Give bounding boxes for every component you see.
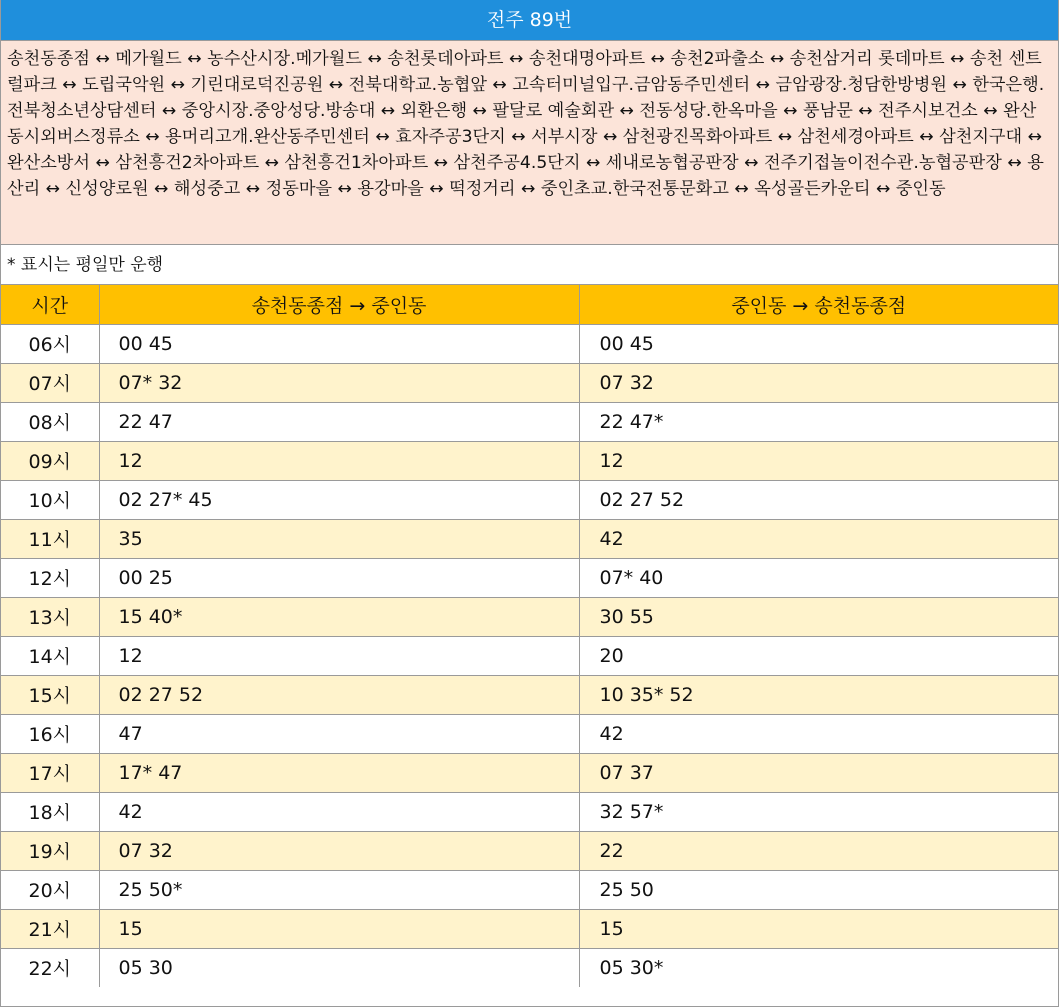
table-row (1, 324, 1058, 363)
departures-b-cell: 32 57* (579, 792, 1058, 831)
table-row (1, 597, 1058, 636)
departures-a-cell: 02 27* 45 (99, 480, 579, 519)
page-title: 전주 89번 (1, 0, 1058, 41)
table-row (1, 909, 1058, 948)
hour-cell: 10시 (1, 480, 99, 519)
departures-b-cell: 22 (579, 831, 1058, 870)
departures-a-cell: 35 (99, 519, 579, 558)
departures-a-cell: 05 30 (99, 948, 579, 987)
header-direction-a: 송천동종점 → 중인동 (99, 285, 579, 324)
departures-a-cell: 15 (99, 909, 579, 948)
hour-cell: 14시 (1, 636, 99, 675)
departures-b-cell: 30 55 (579, 597, 1058, 636)
table-row (1, 948, 1058, 987)
hour-cell: 11시 (1, 519, 99, 558)
timetable (1, 285, 1058, 987)
table-row (1, 831, 1058, 870)
departures-a-cell: 07* 32 (99, 363, 579, 402)
departures-a-cell: 12 (99, 441, 579, 480)
hour-cell: 19시 (1, 831, 99, 870)
hour-cell: 18시 (1, 792, 99, 831)
departures-a-cell: 00 45 (99, 324, 579, 363)
header-direction-b: 중인동 → 송천동종점 (579, 285, 1058, 324)
hour-cell: 07시 (1, 363, 99, 402)
departures-a-cell: 15 40* (99, 597, 579, 636)
hour-cell: 12시 (1, 558, 99, 597)
hour-cell: 17시 (1, 753, 99, 792)
departures-b-cell: 05 30* (599, 956, 664, 979)
departures-b-cell: 07 37 (579, 753, 1058, 792)
table-row (1, 558, 1058, 597)
departures-b-cell: 42 (579, 519, 1058, 558)
table-row (1, 480, 1058, 519)
departures-a-cell: 00 25 (99, 558, 579, 597)
departures-a-cell: 22 47 (99, 402, 579, 441)
table-row (1, 675, 1058, 714)
header-row (1, 285, 1058, 324)
hour-cell: 21시 (1, 909, 99, 948)
departures-b-cell: 02 27 52 (579, 480, 1058, 519)
hour-cell: 09시 (1, 441, 99, 480)
header-time: 시간 (1, 285, 99, 324)
hour-cell: 16시 (1, 714, 99, 753)
table-row (1, 636, 1058, 675)
departures-b-cell: 07 32 (579, 363, 1058, 402)
hour-cell: 06시 (1, 324, 99, 363)
departures-b-cell: 12 (579, 441, 1058, 480)
departures-a-cell: 47 (99, 714, 579, 753)
departures-b-cell: 15 (579, 909, 1058, 948)
table-row (1, 753, 1058, 792)
weekday-note: * 표시는 평일만 운행 (1, 245, 1058, 285)
departures-a-cell: 07 32 (99, 831, 579, 870)
table-row (1, 363, 1058, 402)
departures-a-cell: 02 27 52 (99, 675, 579, 714)
hour-cell: 15시 (1, 675, 99, 714)
departures-b-cell: 00 45 (579, 324, 1058, 363)
route-stops: 송천동종점 ↔ 메가월드 ↔ 농수산시장.메가월드 ↔ 송천롯데아파트 ↔ 송천대명아파트 ↔ 송천2파출소 ↔ 송천삼거리 롯데마트 ↔ 송천 센트럴파크 ↔ 도립국악원 ↔ 기린대로덕진공원 ↔ 전북대학교.농협앞 ↔ 고속터미널입구.금암동주민센터 ↔ 금암광장.청담한방병원 ↔ 한국은행.전북청소년상담센터 ↔ 중앙시장.중앙성당.방송대 ↔ 외환은행 ↔ 팔달로 예술회관 ↔ 전동성당.한옥마을 ↔ 풍남문 ↔ 전주시보건소 ↔ 완산동시외버스정류소 ↔ 용머리고개.완산동주민센터 ↔ 효자주공3단지 ↔ 서부시장 ↔ 삼천광진목화아파트 ↔ 삼천세경아파트 ↔ 삼천지구대 ↔ 완산소방서 ↔ 삼천흥건2차아파트 ↔ 삼천흥건1차아파트 ↔ 삼천주공4.5단지 ↔ 세내로농협공판장 ↔ 전주기접놀이전수관.농협공판장 ↔ 용산리 ↔ 신성양로원 ↔ 해성중고 ↔ 정동마을 ↔ 용강마을 ↔ 떡정거리 ↔ 중인초교.한국전통문화고 ↔ 옥성골든카운티 ↔ 중인동 (1, 41, 1058, 245)
table-row (1, 714, 1058, 753)
departures-a-cell: 17* 47 (99, 753, 579, 792)
table-row (1, 519, 1058, 558)
table-row (1, 441, 1058, 480)
hour-cell: 13시 (1, 597, 99, 636)
departures-b-cell: 25 50 (579, 870, 1058, 909)
departures-b-cell: 22 47* (579, 402, 1058, 441)
hour-cell: 22시 (1, 948, 99, 987)
departures-a-cell: 12 (99, 636, 579, 675)
table-row (1, 870, 1058, 909)
timetable-body (1, 324, 1058, 987)
departures-a-cell: 25 50* (99, 870, 579, 909)
departures-b-cell: 07* 40 (579, 558, 1058, 597)
table-row (1, 402, 1058, 441)
hour-cell: 08시 (1, 402, 99, 441)
departures-b-cell: 10 35* 52 (579, 675, 1058, 714)
departures-a-cell: 42 (99, 792, 579, 831)
departures-b-cell: 20 (579, 636, 1058, 675)
hour-cell: 20시 (1, 870, 99, 909)
table-row (1, 792, 1058, 831)
departures-b-cell: 42 (579, 714, 1058, 753)
